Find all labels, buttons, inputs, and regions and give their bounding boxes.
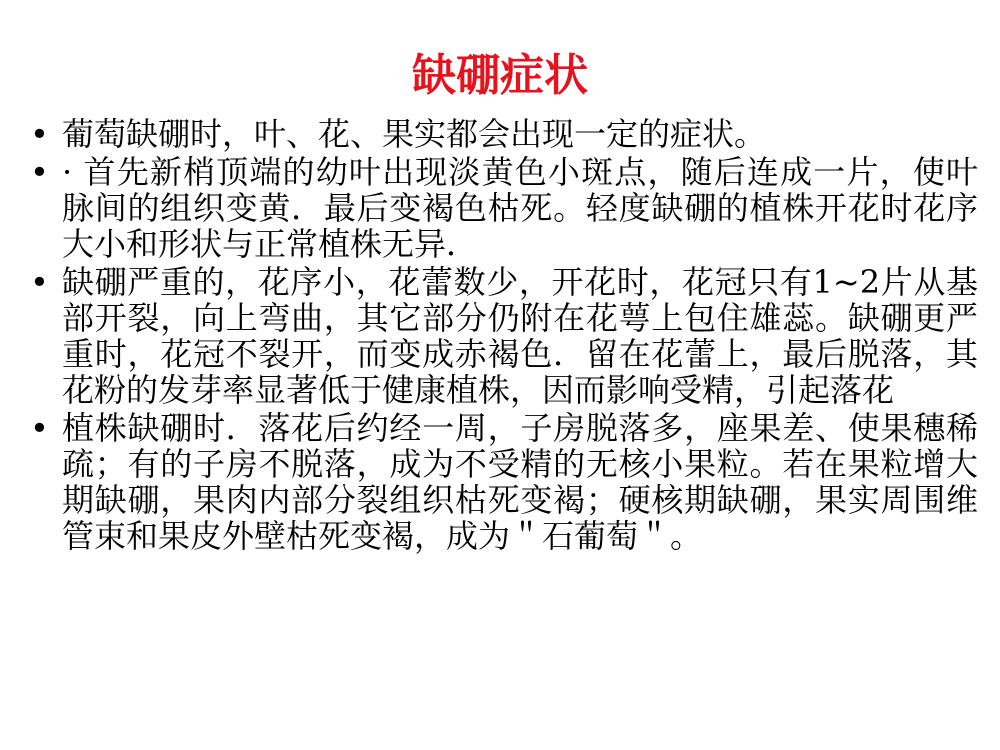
bullet-text: · 首先新梢顶端的幼叶出现淡黄色小斑点，随后连成一片，使叶脉间的组织变黄．最后变褐色枯死。轻度缺硼的植株开花时花序大小和形状与正常植株无异． xyxy=(62,153,978,263)
slide-title: 缺硼症状 xyxy=(412,50,588,101)
bullet-dot-icon: • xyxy=(30,153,49,191)
bullet-item xyxy=(28,154,978,262)
bullet-item xyxy=(28,410,978,554)
bullet-item xyxy=(28,264,978,408)
bullet-list xyxy=(28,116,978,556)
bullet-text: 植株缺硼时．落花后约经一周，子房脱落多，座果差、使果穗稀疏；有的子房不脱落，成为不受精的无核小果粒。若在果粒增大期缺硼，果肉内部分裂组织枯死变褐；硬核期缺硼，果实周围维管束和果皮外壁枯死变褐，成为＂石葡萄＂。 xyxy=(62,409,978,555)
bullet-text: 缺硼严重的，花序小，花蕾数少，开花时，花冠只有1~2片从基部开裂，向上弯曲，其它部分仍附在花萼上包住雄蕊。缺硼更严重时，花冠不裂开，而变成赤褐色．留在花蕾上，最后脱落，其花粉的发芽率显著低于健康植株，因而影响受精，引起落花 xyxy=(62,263,978,409)
bullet-dot-icon: • xyxy=(30,409,49,447)
bullet-dot-icon: • xyxy=(30,263,49,301)
bullet-text: 葡萄缺硼时，叶、花、果实都会出现一定的症状。 xyxy=(62,115,767,153)
bullet-item xyxy=(28,116,978,152)
bullet-dot-icon: • xyxy=(30,115,49,153)
